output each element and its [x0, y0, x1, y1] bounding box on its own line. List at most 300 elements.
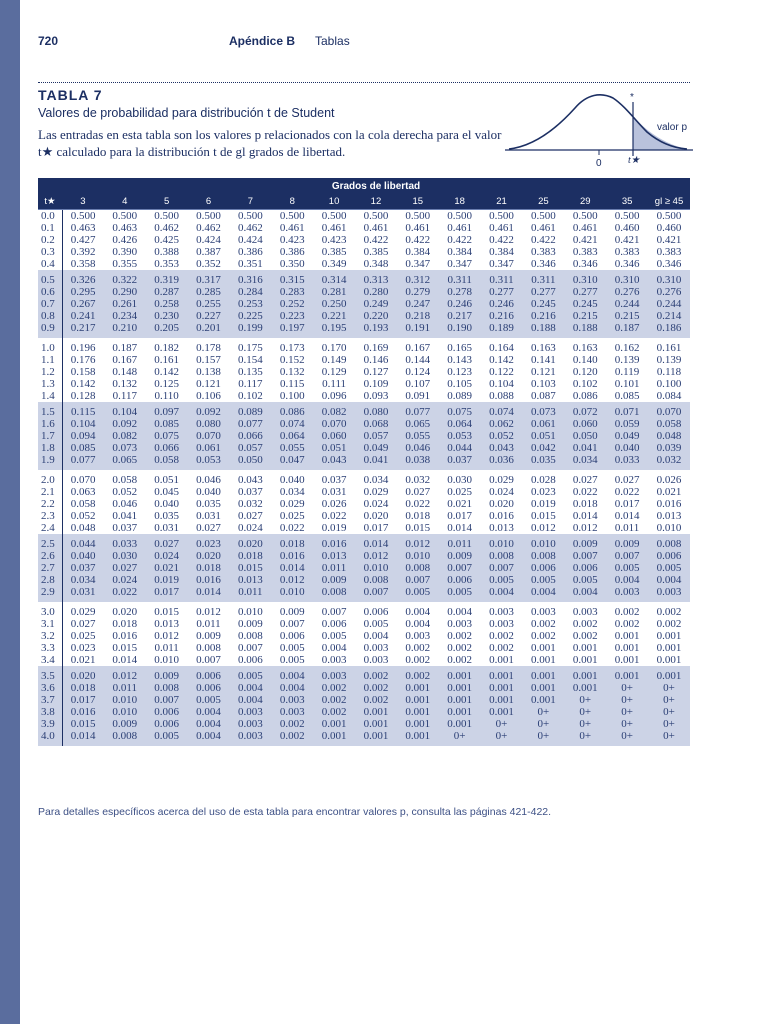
- p-value-cell: 0.023: [70, 642, 96, 654]
- t-value-cell: 0.7: [38, 298, 62, 310]
- t-value-cell: 3.5: [38, 670, 62, 682]
- p-value-cell: 0.276: [648, 286, 690, 298]
- p-value-cell: 0.017: [62, 694, 104, 706]
- p-value-cell: 0.010: [154, 654, 180, 666]
- p-value-cell: 0.010: [481, 538, 523, 550]
- p-value-cell: 0.384: [447, 246, 473, 258]
- p-value-cell: 0.279: [397, 286, 439, 298]
- p-value-cell: 0.061: [522, 418, 564, 430]
- p-value-cell: 0+: [564, 694, 606, 706]
- p-value-cell: 0.234: [104, 310, 146, 322]
- p-value-cell: 0.463: [112, 222, 138, 234]
- p-value-cell: 0+: [564, 706, 606, 718]
- p-value-cell: 0.002: [447, 642, 473, 654]
- p-value-cell: 0.197: [271, 322, 313, 334]
- p-value-cell: 0.311: [522, 274, 564, 286]
- p-value-cell: 0.033: [104, 538, 146, 550]
- p-value-cell: 0.132: [112, 378, 138, 390]
- p-value-cell: 0.004: [363, 630, 389, 642]
- p-value-cell: 0.245: [522, 298, 564, 310]
- p-value-cell: 0.040: [62, 550, 104, 562]
- p-value-cell: 0.225: [229, 310, 271, 322]
- p-value-cell: 0.129: [321, 366, 347, 378]
- p-value-cell: 0.140: [572, 354, 598, 366]
- p-value-cell: 0.020: [112, 606, 138, 618]
- table-row: [38, 274, 690, 286]
- p-value-cell: 0.004: [481, 586, 523, 598]
- table-row: [38, 210, 690, 223]
- p-value-cell: 0.142: [154, 366, 180, 378]
- p-value-cell: 0.016: [188, 574, 230, 586]
- p-value-cell: 0.162: [614, 342, 640, 354]
- p-value-cell: 0.014: [572, 510, 598, 522]
- t-value-cell: 0.8: [38, 310, 62, 322]
- p-value-cell: 0.034: [564, 454, 606, 466]
- p-value-cell: 0.027: [405, 486, 431, 498]
- p-value-cell: 0+: [481, 718, 523, 730]
- p-value-cell: 0.088: [489, 390, 514, 402]
- p-value-cell: 0.020: [188, 550, 230, 562]
- p-value-cell: 0.070: [313, 418, 355, 430]
- p-value-cell: 0.388: [154, 246, 180, 258]
- p-value-cell: 0.385: [363, 246, 389, 258]
- p-value-cell: 0.161: [154, 354, 180, 366]
- t-value-cell: 0.4: [38, 258, 62, 270]
- p-value-cell: 0.250: [313, 298, 355, 310]
- p-value-cell: 0.188: [522, 322, 564, 334]
- p-value-cell: 0.500: [447, 210, 473, 222]
- p-value-cell: 0.001: [355, 718, 397, 730]
- p-value-cell: 0.383: [656, 246, 682, 258]
- p-value-cell: 0.021: [656, 486, 682, 498]
- p-value-cell: 0.004: [188, 730, 230, 742]
- p-value-cell: 0.005: [522, 574, 564, 586]
- p-value-cell: 0.169: [363, 342, 389, 354]
- p-value-cell: 0.278: [439, 286, 481, 298]
- column-header: 35: [606, 194, 648, 210]
- p-value-cell: 0.002: [405, 642, 431, 654]
- p-value-cell: 0.118: [656, 366, 682, 378]
- p-value-cell: 0.034: [62, 574, 104, 586]
- table-row: [38, 486, 690, 498]
- p-value-cell: 0.461: [531, 222, 556, 234]
- p-value-cell: 0.001: [397, 682, 439, 694]
- p-value-cell: 0.036: [481, 454, 523, 466]
- p-value-cell: 0.002: [313, 682, 355, 694]
- p-value-cell: 0.008: [237, 630, 263, 642]
- p-value-cell: 0.132: [279, 366, 305, 378]
- t-value-cell: 0.1: [38, 222, 62, 234]
- p-value-cell: 0.009: [279, 606, 305, 618]
- p-value-cell: 0.003: [229, 706, 271, 718]
- p-value-cell: 0.384: [489, 246, 514, 258]
- p-value-cell: 0.002: [447, 630, 473, 642]
- p-value-cell: 0.003: [489, 606, 514, 618]
- p-value-cell: 0.062: [481, 418, 523, 430]
- p-value-cell: 0.189: [481, 322, 523, 334]
- p-value-cell: 0.009: [104, 718, 146, 730]
- p-value-cell: 0.012: [154, 630, 180, 642]
- p-value-cell: 0.421: [656, 234, 682, 246]
- p-value-cell: 0.044: [62, 538, 104, 550]
- p-value-cell: 0.027: [70, 618, 96, 630]
- p-value-cell: 0.010: [271, 586, 313, 598]
- p-value-cell: 0.048: [70, 522, 96, 534]
- p-value-cell: 0.010: [656, 522, 682, 534]
- p-value-cell: 0.102: [237, 390, 263, 402]
- p-value-cell: 0.044: [439, 442, 481, 454]
- p-value-cell: 0.004: [188, 718, 230, 730]
- p-value-cell: 0.002: [489, 642, 514, 654]
- table-row: [38, 222, 690, 234]
- p-value-cell: 0.004: [188, 706, 230, 718]
- p-value-cell: 0.173: [279, 342, 305, 354]
- t-value-cell: 2.6: [38, 550, 62, 562]
- p-value-cell: 0.115: [62, 406, 104, 418]
- p-value-cell: 0.004: [271, 670, 313, 682]
- p-value-cell: 0+: [606, 682, 648, 694]
- p-value-cell: 0.002: [447, 654, 473, 666]
- p-value-cell: 0.347: [405, 258, 431, 270]
- p-value-cell: 0.276: [606, 286, 648, 298]
- p-value-cell: 0.001: [489, 654, 514, 666]
- t-value-cell: 3.3: [38, 642, 62, 654]
- tstar-label: t★: [628, 155, 640, 166]
- p-value-cell: 0.221: [313, 310, 355, 322]
- table-row: [38, 430, 690, 442]
- p-value-cell: 0.012: [397, 538, 439, 550]
- p-value-cell: 0.052: [112, 486, 138, 498]
- table-row: [38, 606, 690, 618]
- p-value-cell: 0.005: [146, 730, 188, 742]
- p-value-cell: 0.016: [489, 510, 514, 522]
- column-header: 4: [104, 194, 146, 210]
- p-value-cell: 0.011: [104, 682, 146, 694]
- p-value-cell: 0.019: [321, 522, 347, 534]
- p-value-cell: 0.003: [572, 606, 598, 618]
- p-value-cell: 0.178: [196, 342, 221, 354]
- p-value-cell: 0.001: [522, 682, 564, 694]
- p-value-cell: 0.277: [481, 286, 523, 298]
- p-value-cell: 0.016: [656, 498, 682, 510]
- p-value-cell: 0.093: [363, 390, 389, 402]
- p-value-cell: 0.009: [313, 574, 355, 586]
- t-value-cell: 2.4: [38, 522, 62, 534]
- p-value-cell: 0.041: [564, 442, 606, 454]
- p-value-cell: 0.049: [355, 442, 397, 454]
- p-value-cell: 0.020: [62, 670, 104, 682]
- p-value-cell: 0.161: [656, 342, 682, 354]
- p-value-cell: 0.001: [439, 718, 481, 730]
- p-value-cell: 0.352: [196, 258, 221, 270]
- p-value-cell: 0.050: [564, 430, 606, 442]
- p-value-cell: 0.199: [229, 322, 271, 334]
- t-value-cell: 1.1: [38, 354, 62, 366]
- p-value-cell: 0.220: [355, 310, 397, 322]
- p-value-cell: 0.383: [614, 246, 640, 258]
- p-value-cell: 0.421: [572, 234, 598, 246]
- p-value-cell: 0.016: [313, 538, 355, 550]
- p-value-cell: 0.003: [363, 654, 389, 666]
- p-value-cell: 0.070: [648, 406, 690, 418]
- p-value-cell: 0.422: [489, 234, 514, 246]
- table-header-band: [38, 178, 62, 194]
- table-row: [38, 586, 690, 598]
- p-value-cell: 0.043: [237, 474, 263, 486]
- p-value-cell: 0.005: [363, 618, 389, 630]
- p-value-cell: 0.003: [447, 618, 473, 630]
- p-value-cell: 0.012: [355, 550, 397, 562]
- p-value-cell: 0.421: [614, 234, 640, 246]
- p-value-cell: 0.037: [439, 454, 481, 466]
- p-value-cell: 0.039: [648, 442, 690, 454]
- table-row: [38, 670, 690, 682]
- p-value-cell: 0.052: [481, 430, 523, 442]
- p-value-cell: 0.500: [614, 210, 640, 222]
- p-value-cell: 0.037: [321, 474, 347, 486]
- p-value-cell: 0.176: [70, 354, 96, 366]
- p-value-cell: 0.001: [439, 682, 481, 694]
- p-value-cell: 0+: [439, 730, 481, 742]
- p-value-cell: 0.422: [405, 234, 431, 246]
- p-value-cell: 0.071: [606, 406, 648, 418]
- p-value-cell: 0.038: [397, 454, 439, 466]
- p-value-cell: 0.066: [146, 442, 188, 454]
- p-value-cell: 0.035: [196, 498, 221, 510]
- p-value-cell: 0.386: [237, 246, 263, 258]
- p-value-cell: 0.500: [279, 210, 305, 222]
- p-value-cell: 0.001: [481, 682, 523, 694]
- t-value-cell: 3.6: [38, 682, 62, 694]
- p-value-cell: 0.326: [62, 274, 104, 286]
- p-value-cell: 0.007: [146, 694, 188, 706]
- p-value-cell: 0.315: [271, 274, 313, 286]
- t-value-cell: 0.5: [38, 274, 62, 286]
- p-value-cell: 0.001: [572, 654, 598, 666]
- p-value-cell: 0.051: [313, 442, 355, 454]
- p-value-cell: 0.005: [188, 694, 230, 706]
- p-value-cell: 0.006: [279, 630, 305, 642]
- p-value-cell: 0.117: [238, 378, 263, 390]
- p-value-cell: 0.006: [237, 654, 263, 666]
- p-value-cell: 0.009: [606, 538, 648, 550]
- p-value-cell: 0.119: [614, 366, 640, 378]
- p-value-cell: 0.005: [397, 586, 439, 598]
- p-value-cell: 0.007: [481, 562, 523, 574]
- p-value-cell: 0.020: [363, 510, 389, 522]
- p-value-cell: 0.346: [614, 258, 640, 270]
- p-value-cell: 0.082: [104, 430, 146, 442]
- t-value-cell: 3.2: [38, 630, 62, 642]
- p-value-cell: 0.031: [196, 510, 221, 522]
- p-value-cell: 0.022: [614, 486, 640, 498]
- p-value-cell: 0.461: [405, 222, 431, 234]
- p-value-cell: 0.422: [363, 234, 389, 246]
- p-value-cell: 0.086: [572, 390, 598, 402]
- p-value-cell: 0.241: [62, 310, 104, 322]
- p-value-cell: 0.117: [112, 390, 137, 402]
- p-value-cell: 0.290: [104, 286, 146, 298]
- p-value-cell: 0.252: [271, 298, 313, 310]
- p-value-cell: 0.002: [355, 694, 397, 706]
- p-value-cell: 0+: [522, 730, 564, 742]
- p-value-cell: 0.128: [70, 390, 96, 402]
- p-value-cell: 0.007: [279, 618, 305, 630]
- table-row: [38, 618, 690, 630]
- t-value-cell: 2.3: [38, 510, 62, 522]
- p-value-cell: 0.027: [614, 474, 640, 486]
- p-value-cell: 0.006: [648, 550, 690, 562]
- t-value-cell: 1.9: [38, 454, 62, 466]
- p-value-cell: 0.384: [405, 246, 431, 258]
- p-value-cell: 0.084: [656, 390, 682, 402]
- table-description: Las entradas en esta tabla son los valores p relacionados con la cola derecha para el valor t★ calculado para la distribución t de gl grados de libertad.: [38, 127, 502, 159]
- p-value-cell: 0.005: [648, 562, 690, 574]
- p-value-cell: 0.355: [112, 258, 138, 270]
- column-header-row: [38, 194, 690, 210]
- p-value-cell: 0.029: [363, 486, 389, 498]
- p-value-cell: 0.461: [572, 222, 598, 234]
- degrees-of-freedom-header: Grados de libertad: [62, 178, 690, 194]
- p-value-cell: 0.349: [321, 258, 347, 270]
- p-value-cell: 0.012: [572, 522, 598, 534]
- t-value-cell: 3.7: [38, 694, 62, 706]
- p-value-cell: 0.310: [564, 274, 606, 286]
- p-value-cell: 0.144: [405, 354, 431, 366]
- p-value-cell: 0.019: [531, 498, 556, 510]
- p-value-cell: 0.023: [188, 538, 230, 550]
- p-value-cell: 0.383: [531, 246, 556, 258]
- p-value-cell: 0.157: [196, 354, 221, 366]
- table-row: [38, 258, 690, 270]
- p-value-cell: 0.011: [154, 642, 179, 654]
- p-value-cell: 0.422: [531, 234, 556, 246]
- p-value-cell: 0.154: [237, 354, 263, 366]
- p-value-cell: 0.014: [355, 538, 397, 550]
- p-value-cell: 0.267: [62, 298, 104, 310]
- p-value-cell: 0.500: [70, 210, 96, 222]
- p-value-cell: 0.138: [196, 366, 221, 378]
- column-header: gl ≥ 45: [648, 194, 690, 210]
- p-value-cell: 0.001: [656, 654, 682, 666]
- p-value-cell: 0.001: [564, 682, 606, 694]
- t-value-cell: 0.3: [38, 246, 62, 258]
- p-value-cell: 0.280: [355, 286, 397, 298]
- p-value-cell: 0.005: [481, 574, 523, 586]
- p-value-cell: 0.017: [447, 510, 473, 522]
- table-row: [38, 342, 690, 354]
- p-value-cell: 0.018: [572, 498, 598, 510]
- t-value-cell: 2.8: [38, 574, 62, 586]
- p-value-cell: 0.358: [70, 258, 96, 270]
- p-value-cell: 0.353: [154, 258, 180, 270]
- p-value-cell: 0.152: [279, 354, 305, 366]
- p-value-cell: 0.068: [355, 418, 397, 430]
- p-value-cell: 0.015: [229, 562, 271, 574]
- p-value-cell: 0.004: [606, 574, 648, 586]
- p-value-cell: 0.007: [196, 654, 221, 666]
- p-value-cell: 0.026: [656, 474, 682, 486]
- p-value-cell: 0.020: [489, 498, 514, 510]
- p-value-cell: 0.045: [154, 486, 180, 498]
- p-value-cell: 0.104: [489, 378, 514, 390]
- t-value-cell: 2.5: [38, 538, 62, 550]
- p-value-cell: 0.109: [363, 378, 389, 390]
- p-value-cell: 0.043: [313, 454, 355, 466]
- p-value-cell: 0.008: [313, 586, 355, 598]
- p-value-cell: 0.460: [656, 222, 682, 234]
- p-value-cell: 0.085: [614, 390, 640, 402]
- p-value-cell: 0.143: [447, 354, 473, 366]
- p-value-cell: 0+: [606, 706, 648, 718]
- p-value-cell: 0.001: [481, 670, 523, 682]
- t-value-cell: 1.2: [38, 366, 62, 378]
- p-value-cell: 0.074: [481, 406, 523, 418]
- p-value-cell: 0.021: [146, 562, 188, 574]
- p-value-cell: 0.261: [104, 298, 146, 310]
- p-value-cell: 0.075: [146, 430, 188, 442]
- p-value-cell: 0.175: [237, 342, 263, 354]
- p-value-cell: 0.285: [188, 286, 230, 298]
- p-value-cell: 0.025: [70, 630, 96, 642]
- t-value-cell: 3.1: [38, 618, 62, 630]
- p-value-cell: 0.193: [355, 322, 397, 334]
- t-value-cell: 2.2: [38, 498, 62, 510]
- p-value-cell: 0.016: [271, 550, 313, 562]
- p-value-cell: 0.310: [648, 274, 690, 286]
- pvalue-label: valor p: [657, 122, 688, 133]
- t-value-cell: 2.0: [38, 474, 62, 486]
- p-value-cell: 0.005: [606, 562, 648, 574]
- p-value-cell: 0.089: [447, 390, 473, 402]
- p-value-cell: 0.040: [606, 442, 648, 454]
- p-value-cell: 0.051: [522, 430, 564, 442]
- t-value-cell: 1.4: [38, 390, 62, 402]
- running-head-appendix: Apéndice B: [229, 34, 296, 48]
- p-value-cell: 0.072: [564, 406, 606, 418]
- p-value-cell: 0.006: [188, 670, 230, 682]
- p-value-cell: 0.217: [439, 310, 481, 322]
- p-value-cell: 0.165: [447, 342, 473, 354]
- p-value-cell: 0.426: [112, 234, 138, 246]
- p-value-cell: 0.053: [188, 454, 230, 466]
- table-row: [38, 418, 690, 430]
- p-value-cell: 0.500: [112, 210, 138, 222]
- p-value-cell: 0.065: [104, 454, 146, 466]
- p-value-cell: 0.092: [104, 418, 146, 430]
- p-value-cell: 0.121: [531, 366, 556, 378]
- p-value-cell: 0.500: [363, 210, 389, 222]
- p-value-cell: 0.008: [196, 642, 221, 654]
- p-value-cell: 0.020: [229, 538, 271, 550]
- p-value-cell: 0.007: [321, 606, 347, 618]
- p-value-cell: 0.001: [564, 670, 606, 682]
- p-value-cell: 0.348: [363, 258, 389, 270]
- p-value-cell: 0.022: [572, 486, 598, 498]
- p-value-cell: 0.014: [271, 562, 313, 574]
- p-value-cell: 0.187: [606, 322, 648, 334]
- p-value-cell: 0.057: [229, 442, 271, 454]
- p-value-cell: 0.002: [614, 606, 640, 618]
- p-value-cell: 0.001: [531, 654, 556, 666]
- p-value-cell: 0.014: [614, 510, 640, 522]
- table-row: [38, 406, 690, 418]
- p-value-cell: 0.055: [271, 442, 313, 454]
- p-value-cell: 0.246: [439, 298, 481, 310]
- p-value-cell: 0.001: [481, 694, 523, 706]
- p-value-cell: 0.462: [237, 222, 263, 234]
- p-value-cell: 0.001: [439, 694, 481, 706]
